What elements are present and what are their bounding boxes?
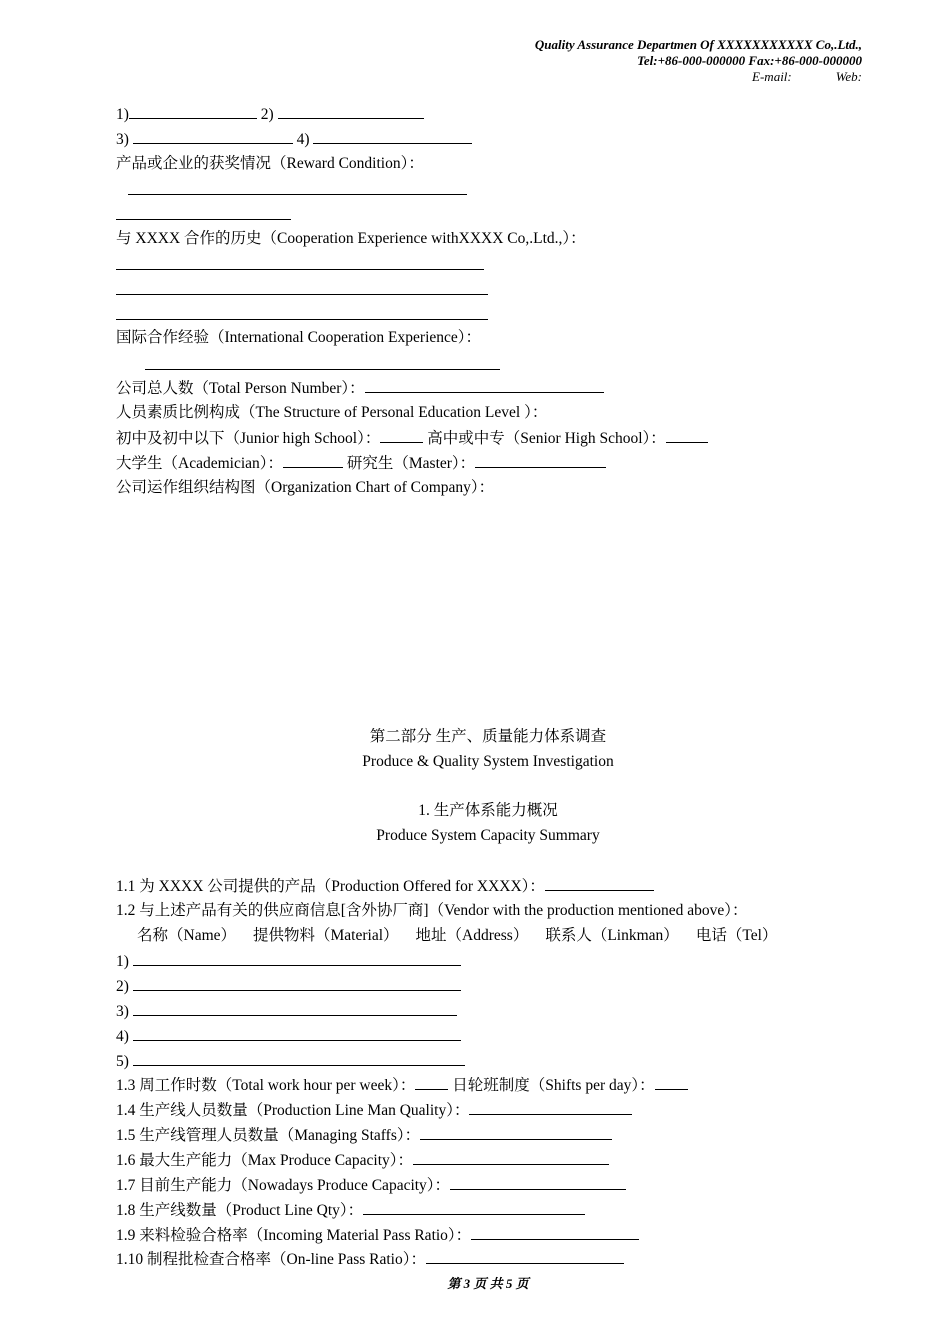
question-1-9-blank[interactable] — [471, 1225, 639, 1240]
vendor-row-3 — [116, 1001, 457, 1022]
part2-title-cn: 第二部分 生产、质量能力体系调查 — [369, 728, 607, 745]
vendor-row-5-blank[interactable] — [133, 1051, 465, 1066]
education-row-2 — [116, 453, 606, 474]
vendor-row-3-label: 3) — [116, 1003, 129, 1020]
shifts-blank[interactable] — [655, 1075, 688, 1090]
reference-row-2 — [116, 129, 472, 150]
academician-label: 大学生（Academician）： — [116, 455, 284, 472]
letterhead — [535, 37, 862, 85]
item-2-label: 2) — [260, 106, 274, 123]
master-label: 研究生（Master）： — [346, 455, 476, 472]
question-1-8-blank[interactable] — [363, 1200, 585, 1215]
question-1-10-label: 1.10 制程批检查合格率（On-line Pass Ratio）： — [116, 1251, 426, 1268]
vendor-row-1 — [116, 951, 461, 972]
question-1-2: 1.2 与上述产品有关的供应商信息[含外协厂商]（Vendor with the production mentioned above）： — [116, 902, 748, 919]
junior-label: 初中及初中以下（Junior high School）： — [116, 430, 381, 447]
reward-blank-2[interactable] — [116, 219, 291, 220]
column-address: 地址（Address） — [415, 927, 529, 944]
question-1-9-label: 1.9 来料检验合格率（Incoming Material Pass Ratio）： — [116, 1227, 472, 1244]
vendor-row-1-blank[interactable] — [133, 951, 461, 966]
question-1-6 — [116, 1150, 609, 1171]
item-4-blank[interactable] — [313, 129, 472, 144]
vendor-column-headers — [137, 926, 794, 946]
international-blank[interactable] — [145, 369, 500, 370]
question-1-1-label: 1.1 为 XXXX 公司提供的产品（Production Offered for XXXX）： — [116, 878, 545, 895]
question-1-3 — [116, 1075, 688, 1096]
part2-title-en: Produce & Quality System Investigation — [362, 753, 614, 770]
company-line: Quality Assurance Departmen Of XXXXXXXXXXX Co,.Ltd., — [534, 37, 862, 52]
item-1-blank[interactable] — [129, 104, 257, 119]
question-1-10 — [116, 1249, 624, 1270]
item-3-blank[interactable] — [133, 129, 293, 144]
section-title-cn: 1. 生产体系能力概况 — [418, 802, 558, 819]
column-tel: 电话（Tel） — [695, 927, 778, 944]
senior-blank[interactable] — [666, 428, 708, 443]
cooperation-blank-3[interactable] — [116, 319, 488, 320]
vendor-row-2-blank[interactable] — [133, 976, 461, 991]
item-4-label: 4) — [296, 131, 310, 148]
question-1-8-label: 1.8 生产线数量（Product Line Qty）： — [116, 1202, 364, 1219]
question-1-5-label: 1.5 生产线管理人员数量（Managing Staffs）： — [116, 1127, 421, 1144]
question-1-7 — [116, 1175, 626, 1196]
total-person-blank[interactable] — [365, 378, 604, 393]
senior-label: 高中或中专（Senior High School）： — [427, 430, 666, 447]
email-label: E-mail: — [752, 69, 792, 84]
question-1-7-blank[interactable] — [450, 1175, 626, 1190]
question-1-6-blank[interactable] — [413, 1150, 609, 1165]
question-1-1-blank[interactable] — [545, 876, 654, 891]
master-blank[interactable] — [475, 453, 606, 468]
column-name: 名称（Name） — [137, 927, 237, 944]
education-label: 人员素质比例构成（The Structure of Personal Education Level ）： — [116, 404, 548, 421]
org-chart-label: 公司运作组织结构图（Organization Chart of Company）： — [116, 479, 495, 496]
vendor-row-4 — [116, 1026, 461, 1047]
shifts-label: 日轮班制度（Shifts per day）： — [452, 1077, 655, 1094]
vendor-row-2 — [116, 976, 461, 997]
question-1-6-label: 1.6 最大生产能力（Max Produce Capacity）： — [116, 1152, 414, 1169]
web-label: Web: — [835, 69, 862, 84]
question-1-9 — [116, 1225, 639, 1246]
column-material: 提供物料（Material） — [253, 927, 399, 944]
item-3-label: 3) — [116, 131, 129, 148]
page-number: 第 3 页 共 5 页 — [447, 1276, 529, 1291]
international-label: 国际合作经验（International Cooperation Experience）： — [116, 329, 482, 346]
section-title-en: Produce System Capacity Summary — [376, 827, 600, 844]
question-1-7-label: 1.7 目前生产能力（Nowadays Produce Capacity）： — [116, 1177, 451, 1194]
vendor-row-2-label: 2) — [116, 978, 129, 995]
question-1-8 — [116, 1200, 585, 1221]
cooperation-blank-2[interactable] — [116, 294, 488, 295]
reward-blank-1[interactable] — [128, 194, 467, 195]
academician-blank[interactable] — [283, 453, 343, 468]
question-1-3-label: 1.3 周工作时数（Total work hour per week）： — [116, 1077, 416, 1094]
cooperation-blank-1[interactable] — [116, 269, 484, 270]
contact-line: Tel:+86-000-000000 Fax:+86-000-000000 — [637, 53, 862, 68]
question-1-1 — [116, 876, 654, 897]
vendor-row-4-label: 4) — [116, 1028, 129, 1045]
education-row-1 — [116, 428, 708, 449]
total-person-label: 公司总人数（Total Person Number）： — [116, 380, 365, 397]
question-1-5-blank[interactable] — [420, 1125, 612, 1140]
vendor-row-5-label: 5) — [116, 1053, 129, 1070]
reference-row-1 — [116, 104, 424, 125]
total-person-row — [116, 378, 604, 399]
vendor-row-3-blank[interactable] — [133, 1001, 457, 1016]
column-linkman: 联系人（Linkman） — [545, 927, 679, 944]
work-hours-blank[interactable] — [415, 1075, 448, 1090]
question-1-5 — [116, 1125, 612, 1146]
cooperation-label: 与 XXXX 合作的历史（Cooperation Experience withXXXX Co,.Ltd.,）： — [116, 230, 586, 247]
vendor-row-1-label: 1) — [116, 953, 129, 970]
question-1-4-blank[interactable] — [469, 1100, 632, 1115]
vendor-row-4-blank[interactable] — [133, 1026, 461, 1041]
junior-blank[interactable] — [380, 428, 423, 443]
item-2-blank[interactable] — [278, 104, 424, 119]
reward-label: 产品或企业的获奖情况（Reward Condition）： — [116, 155, 424, 172]
question-1-10-blank[interactable] — [426, 1249, 624, 1264]
item-1-label: 1) — [116, 106, 129, 123]
vendor-row-5 — [116, 1051, 465, 1072]
question-1-4 — [116, 1100, 632, 1121]
question-1-4-label: 1.4 生产线人员数量（Production Line Man Quality）： — [116, 1102, 470, 1119]
